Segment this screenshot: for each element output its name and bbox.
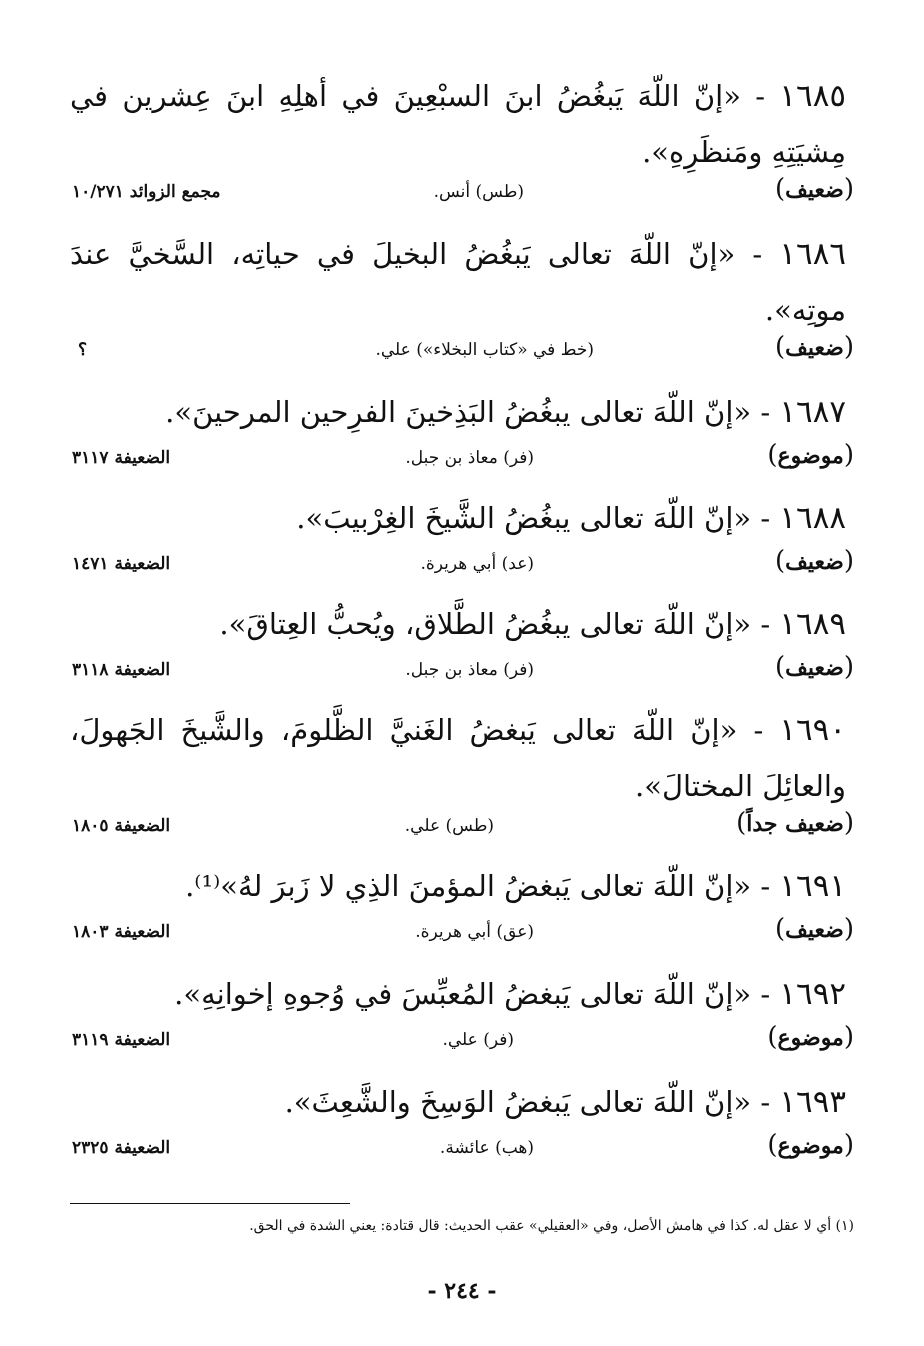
hadith-text: «إنّ اللّهَ تعالى يبغُضُ البَذِخينَ الفرِحين المرحينَ». (165, 395, 752, 429)
hadith-entry: ١٦٩٠ - «إنّ اللّهَ تعالى يَبغضُ الغَنيَّ الظَّلومَ، والشَّيخَ الجَهولَ، والعائِلَ المختالَ». (70, 712, 846, 803)
hadith-meta (70, 438, 854, 478)
hadith-entry: ١٦٨٨ - «إنّ اللّهَ تعالى يبغُضُ الشَّيخَ الغِرْبيبَ». (296, 500, 846, 536)
page-number: - ٢٤٤ - (427, 1278, 497, 1304)
hadith-entry: ١٦٨٩ - «إنّ اللّهَ تعالى يبغُضُ الطَّلاق، ويُحبُّ العِتاقَ». (219, 606, 846, 642)
hadith-number: ١٦٩٢ (779, 976, 846, 1012)
reference-text: مجمع الزوائد ١٠/٢٧١ (72, 182, 221, 202)
grade-label: (ضعيف) (774, 332, 854, 362)
hadith-text: «إنّ اللّهَ تعالى يَبغضُ الغَنيَّ الظَّلومَ، والشَّيخَ الجَهولَ، والعائِلَ المختالَ». (70, 713, 846, 803)
grade-label: (موضوع) (767, 1130, 854, 1160)
source-text: (خط في «كتاب البخلاء») علي. (375, 340, 594, 360)
source-text: (فر) علي. (442, 1030, 514, 1050)
reference-text: الضعيفة ٢٣٢٥ (72, 1138, 171, 1158)
footnote-separator (70, 1203, 350, 1204)
source-text: (طس) أنس. (433, 182, 524, 202)
grade-label: (ضعيف جداً) (736, 808, 854, 838)
hadith-entry: ١٦٩١ - «إنّ اللّهَ تعالى يَبغضُ المؤمنَ الذِي لا زَبرَ لهُ»⁽¹⁾. (185, 868, 846, 904)
grade-label: (موضوع) (767, 1022, 854, 1052)
hadith-text: «إنّ اللّهَ تعالى يبغُضُ الطَّلاق، ويُحبُّ العِتاقَ». (219, 607, 752, 641)
source-text: (هب) عائشة. (439, 1138, 534, 1158)
source-text: (فر) معاذ بن جبل. (405, 448, 534, 468)
hadith-entry: ١٦٨٧ - «إنّ اللّهَ تعالى يبغُضُ البَذِخينَ الفرِحين المرحينَ». (165, 394, 846, 430)
reference-text: الضعيفة ١٨٠٣ (72, 922, 171, 942)
grade-label: (ضعيف) (774, 652, 854, 682)
reference-text: الضعيفة ٣١١٨ (72, 660, 171, 680)
hadith-number: ١٦٨٥ (779, 78, 846, 114)
hadith-text: «إنّ اللّهَ تعالى يَبغضُ الوَسِخَ والشَّعِثَ». (284, 1085, 752, 1119)
hadith-text: «إنّ اللّهَ تعالى يبغُضُ الشَّيخَ الغِرْبيبَ». (296, 501, 752, 535)
source-text: (عد) أبي هريرة. (420, 554, 534, 574)
source-text: (طس) علي. (404, 816, 494, 836)
source-text: (فر) معاذ بن جبل. (405, 660, 534, 680)
hadith-text: «إنّ اللّهَ يَبغُضُ ابنَ السبْعِينَ في أهلِهِ ابنَ عِشرين في مِشيَتِهِ ومَنظَرِهِ». (70, 79, 846, 169)
hadith-text: «إنّ اللّهَ تعالى يَبغضُ المؤمنَ الذِي لا زَبرَ لهُ»⁽¹⁾. (185, 869, 752, 903)
hadith-entry: ١٦٩٣ - «إنّ اللّهَ تعالى يَبغضُ الوَسِخَ والشَّعِثَ». (284, 1084, 846, 1120)
hadith-number: ١٦٩٣ (779, 1084, 846, 1120)
grade-label: (ضعيف) (774, 546, 854, 576)
grade-label: (موضوع) (767, 440, 854, 470)
hadith-number: ١٦٨٩ (779, 606, 846, 642)
hadith-number: ١٦٨٧ (779, 394, 846, 430)
reference-text: ؟ (78, 340, 88, 360)
reference-text: الضعيفة ١٤٧١ (72, 554, 171, 574)
hadith-meta (70, 1020, 854, 1060)
hadith-meta (70, 806, 854, 846)
grade-label: (ضعيف) (774, 914, 854, 944)
hadith-meta (70, 544, 854, 584)
source-text: (عق) أبي هريرة. (415, 922, 534, 942)
hadith-number: ١٦٨٦ (779, 236, 846, 272)
hadith-meta (70, 172, 854, 212)
hadith-meta (70, 650, 854, 690)
hadith-text: «إنّ اللّهَ تعالى يَبغضُ المُعبِّسَ في وُجوهِ إخوانِهِ». (174, 977, 752, 1011)
hadith-entry: ١٦٩٢ - «إنّ اللّهَ تعالى يَبغضُ المُعبِّسَ في وُجوهِ إخوانِهِ». (174, 976, 846, 1012)
grade-label: (ضعيف) (774, 174, 854, 204)
reference-text: الضعيفة ١٨٠٥ (72, 816, 171, 836)
reference-text: الضعيفة ٣١١٩ (72, 1030, 171, 1050)
hadith-text: «إنّ اللّهَ تعالى يَبغُضُ البخيلَ في حياتِه، السَّخيَّ عندَ موتِه». (70, 237, 846, 327)
hadith-meta (70, 912, 854, 952)
hadith-number: ١٦٩١ (779, 868, 846, 904)
hadith-entry: ١٦٨٦ - «إنّ اللّهَ تعالى يَبغُضُ البخيلَ في حياتِه، السَّخيَّ عندَ موتِه». (70, 236, 846, 327)
hadith-number: ١٦٩٠ (779, 712, 846, 748)
hadith-entry: ١٦٨٥ - «إنّ اللّهَ يَبغُضُ ابنَ السبْعِينَ في أهلِهِ ابنَ عِشرين في مِشيَتِهِ ومَنظَرِهِ». (70, 78, 846, 169)
footnote: (١) أي لا عقل له. كذا في هامش الأصل، وفي «العقيلي» عقب الحديث: قال قتادة: يعني الشدة في الحق. (249, 1218, 854, 1234)
hadith-meta (70, 330, 854, 370)
hadith-number: ١٦٨٨ (779, 500, 846, 536)
hadith-meta (70, 1128, 854, 1168)
reference-text: الضعيفة ٣١١٧ (72, 448, 171, 468)
